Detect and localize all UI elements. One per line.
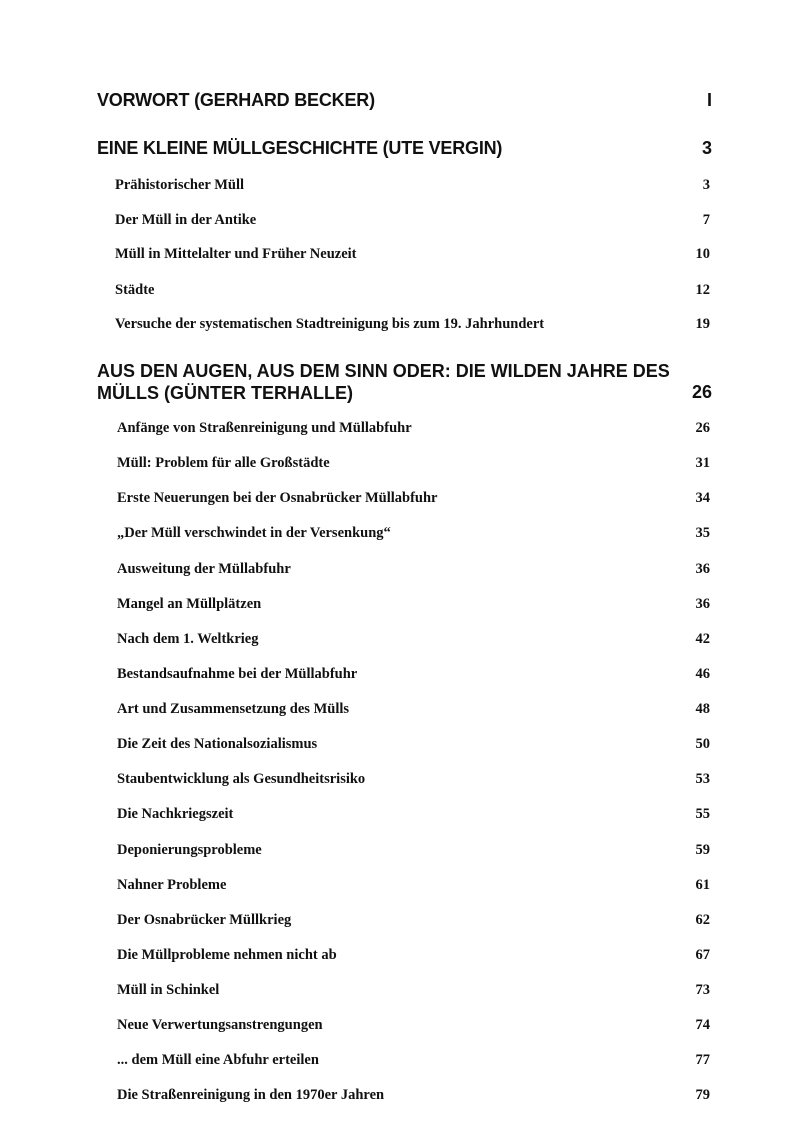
- toc-entry-page: 77: [695, 1052, 710, 1068]
- toc-entry: Müll in Mittelalter und Früher Neuzeit: [115, 246, 357, 262]
- toc-entry: Der Osnabrücker Müllkrieg: [117, 912, 292, 928]
- toc-entry: Erste Neuerungen bei der Osnabrücker Müllabfuhr: [117, 490, 438, 506]
- toc-entry: Bestandsaufnahme bei der Müllabfuhr: [117, 666, 358, 682]
- toc-entry-page: 53: [695, 771, 710, 787]
- toc-entry: Die Nachkriegszeit: [117, 806, 234, 822]
- section-title-line2: MÜLLS (GÜNTER TERHALLE): [97, 383, 353, 403]
- toc-entry: Nach dem 1. Weltkrieg: [117, 631, 259, 647]
- toc-entry-page: 48: [695, 701, 710, 717]
- toc-entry: Der Müll in der Antike: [115, 212, 257, 228]
- toc-entry: Mangel an Müllplätzen: [117, 596, 262, 612]
- toc-entry: Deponierungsprobleme: [117, 842, 262, 858]
- toc-entry-page: 36: [695, 596, 710, 612]
- toc-entry: Ausweitung der Müllabfuhr: [117, 561, 291, 577]
- toc-entry-page: 73: [695, 982, 710, 998]
- toc-entry-page: 55: [695, 806, 710, 822]
- toc-entry: Die Zeit des Nationalsozialismus: [117, 736, 318, 752]
- toc-entry-page: 74: [695, 1017, 710, 1033]
- toc-entry-page: 34: [695, 490, 710, 506]
- toc-entry-page: 10: [695, 246, 710, 262]
- toc-entry: Versuche der systematischen Stadtreinigung bis zum 19. Jahrhundert: [115, 316, 545, 332]
- toc-entry-page: 50: [695, 736, 710, 752]
- section-page-muellgeschichte: 3: [701, 138, 712, 158]
- toc-entry-page: 62: [695, 912, 710, 928]
- toc-entry-page: 67: [695, 947, 710, 963]
- toc-entry-page: 19: [695, 316, 710, 332]
- toc-entry-page: 35: [695, 525, 710, 541]
- toc-entry-page: 3: [702, 177, 710, 193]
- section-page-wilde-jahre: 26: [691, 382, 712, 402]
- toc-entry: Nahner Probleme: [117, 877, 227, 893]
- toc-entry-page: 26: [695, 420, 710, 436]
- toc-entry-page: 7: [702, 212, 710, 228]
- toc-entry: Müll in Schinkel: [117, 982, 220, 998]
- toc-entry: Müll: Problem für alle Großstädte: [117, 455, 330, 471]
- toc-entry-page: 36: [695, 561, 710, 577]
- toc-entry: Die Müllprobleme nehmen nicht ab: [117, 947, 337, 963]
- toc-entry: Staubentwicklung als Gesundheitsrisiko: [117, 771, 366, 787]
- toc-entry-page: 42: [695, 631, 710, 647]
- toc-entry: Neue Verwertungsanstrengungen: [117, 1017, 323, 1033]
- toc-entry-page: 59: [695, 842, 710, 858]
- section-page-vorwort: I: [706, 90, 712, 110]
- toc-entry-page: 79: [695, 1087, 710, 1103]
- toc-entry-page: 12: [695, 282, 710, 298]
- toc-entry: Art und Zusammensetzung des Mülls: [117, 701, 350, 717]
- toc-entry: „Der Müll verschwindet in der Versenkung“: [117, 525, 391, 541]
- toc-entry: ... dem Müll eine Abfuhr erteilen: [117, 1052, 319, 1068]
- toc-entry-page: 61: [695, 877, 710, 893]
- section-title-muellgeschichte: EINE KLEINE MÜLLGESCHICHTE (UTE VERGIN): [97, 138, 503, 158]
- toc-entry-page: 31: [695, 455, 710, 471]
- toc-entry: Prähistorischer Müll: [115, 177, 245, 193]
- toc-entry: Städte: [115, 282, 155, 298]
- section-title-vorwort: VORWORT (GERHARD BECKER): [97, 90, 375, 110]
- section-title-wilde-jahre: [97, 360, 697, 404]
- toc-entry: Die Straßenreinigung in den 1970er Jahren: [117, 1087, 385, 1103]
- toc-entry-page: 46: [695, 666, 710, 682]
- section-title-line1: AUS DEN AUGEN, AUS DEM SINN ODER: DIE WILDEN JAHRE DES: [97, 361, 670, 381]
- toc-entry: Anfänge von Straßenreinigung und Müllabfuhr: [117, 420, 412, 436]
